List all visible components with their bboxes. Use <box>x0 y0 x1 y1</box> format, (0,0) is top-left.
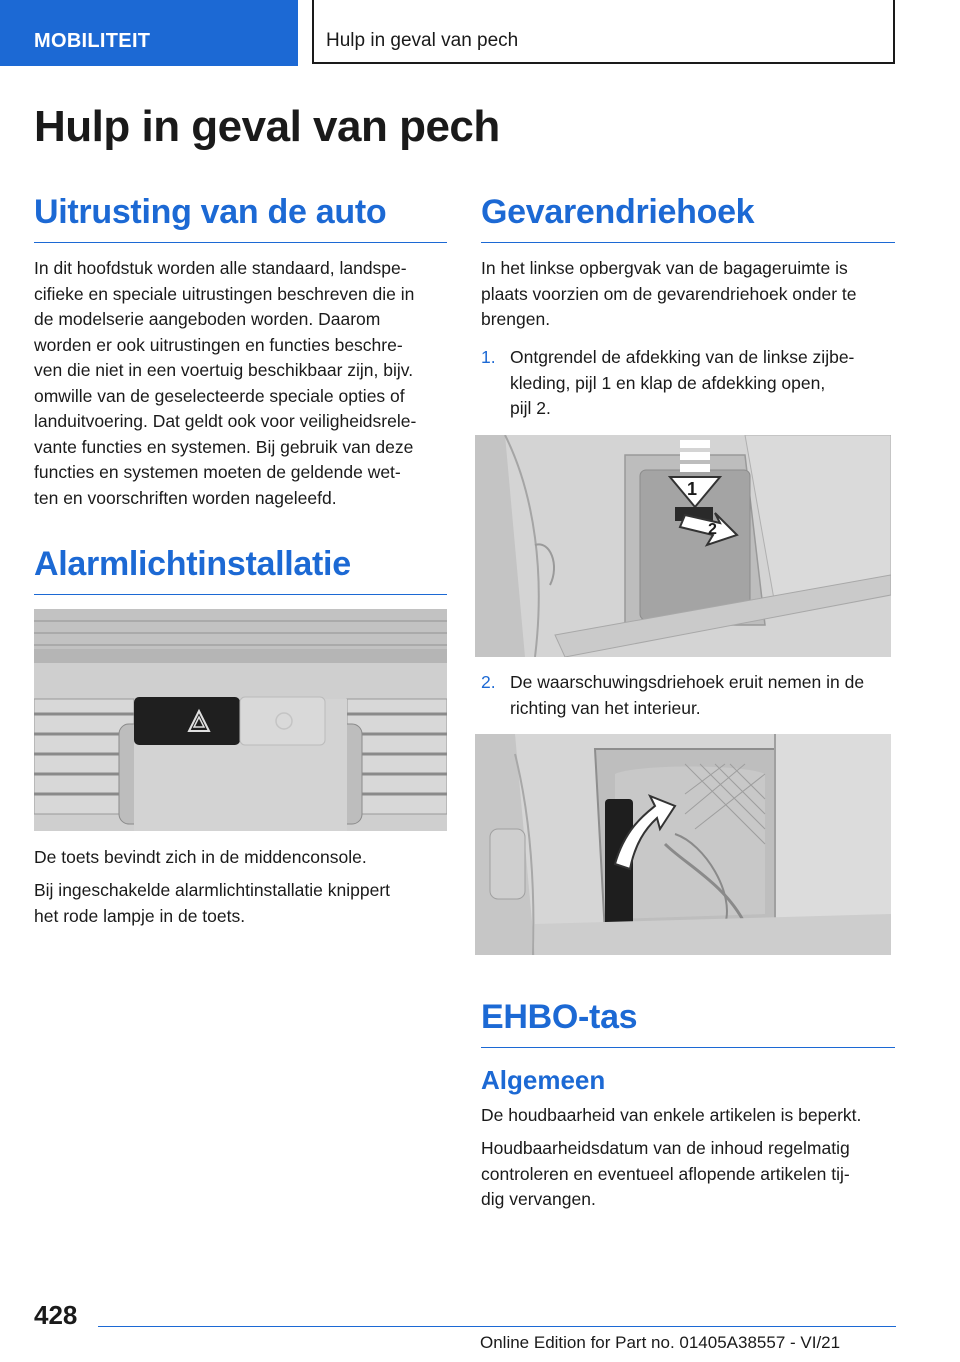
arrow-2-label: 2 <box>708 521 717 538</box>
paragraph-uitrusting: In dit hoofdstuk worden alle standaard, landspe- cifieke en speciale uitrustingen beschreven die in de modelserie aangeboden worden. Daarom worden er ook uitrustingen en functies beschre- ven die niet in een voertuig beschikbaar zijn, bijv. omwille van de geselecteerde speciale opties of landuitvoering. Dat geldt ook voor veiligheidsrele- vante functies en systemen. Bij gebruik van deze functies en systemen moeten de geldende wet- ten en voorschriften worden nageleefd. <box>34 258 417 508</box>
triangle-removal-illustration <box>475 734 891 955</box>
chapter-header: Hulp in geval van pech <box>312 0 895 64</box>
subheading-algemeen: Algemeen <box>481 1065 606 1095</box>
cover-unlock-figure <box>475 435 891 657</box>
step-1 <box>481 345 901 423</box>
hazard-switch-illustration <box>34 609 447 831</box>
paragraph-ehbo-check: Houdbaarheidsdatum van de inhoud regelmatig controleren en eventueel aflopende artikelen tij- dig vervangen. <box>481 1138 850 1209</box>
heading-gevarendriehoek: Gevarendriehoek <box>481 193 895 243</box>
heading-ehbo-tas: EHBO-tas <box>481 998 895 1048</box>
triangle-removal-figure <box>475 734 891 955</box>
heading-alarmlichtinstallatie: Alarmlichtinstallatie <box>34 545 447 595</box>
step-text: Ontgrendel de afdekking van de linkse zijbe- kleding, pijl 1 en klap de afdekking open, pijl 2. <box>510 347 855 418</box>
page-number: 428 <box>34 1300 78 1330</box>
page-title: Hulp in geval van pech <box>34 102 500 151</box>
section-tab: MOBILITEIT <box>0 0 298 66</box>
step-number: 2. <box>481 672 496 692</box>
step-number: 1. <box>481 347 496 367</box>
hazard-switch-figure <box>34 609 447 831</box>
paragraph-gevarendriehoek-intro: In het linkse opbergvak van de bagageruimte is plaats voorzien om de gevarendriehoek onder te brengen. <box>481 258 857 329</box>
step-2 <box>481 670 901 722</box>
cover-unlock-illustration <box>475 435 891 657</box>
paragraph-alarm-lamp: Bij ingeschakelde alarmlichtinstallatie knippert het rode lampje in de toets. <box>34 880 391 926</box>
step-text: De waarschuwingsdriehoek eruit nemen in de richting van het interieur. <box>510 672 865 718</box>
paragraph-alarm-location: De toets bevindt zich in de middenconsole. <box>34 847 367 867</box>
footer-edition: Online Edition for Part no. 01405A38557 - VI/21 <box>480 1333 841 1352</box>
footer-divider <box>98 1326 896 1327</box>
paragraph-ehbo-shelf-life: De houdbaarheid van enkele artikelen is beperkt. <box>481 1105 862 1125</box>
arrow-1-label: 1 <box>687 479 698 499</box>
heading-uitrusting: Uitrusting van de auto <box>34 193 447 243</box>
